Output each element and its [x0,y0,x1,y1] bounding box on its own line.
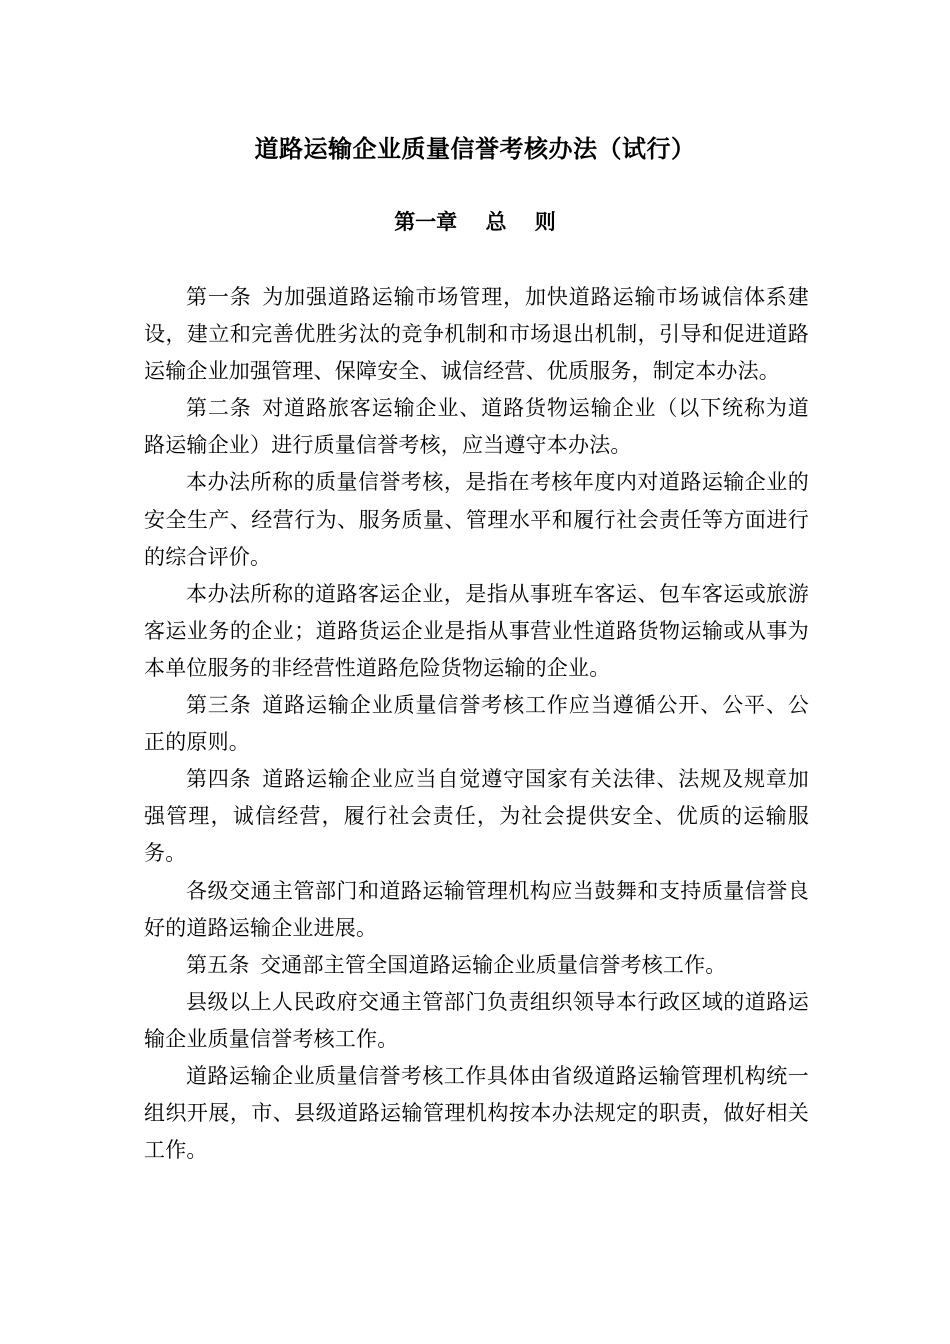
paragraph-text: 道路运输企业质量信誉考核工作具体由省级道路运输管理机构统一组织开展，市、县级道路运输管理机构按本办法规定的职责，做好相关工作。 [144,1063,809,1163]
paragraph-article-1 [144,279,809,390]
paragraph-article-3 [144,687,809,761]
paragraph-text: 对道路旅客运输企业、道路货物运输企业（以下统称为道路运输企业）进行质量信誉考核，应当遵守本办法。 [144,396,809,458]
document-body [144,279,809,1169]
paragraph-article-2 [144,390,809,464]
paragraph-text: 为加强道路运输市场管理，加快道路运输市场诚信体系建设，建立和完善优胜劣汰的竞争机制和市场退出机制，引导和促进道路运输企业加强管理、保障安全、诚信经营、优质服务，制定本办法。 [144,285,809,384]
article-number: 第二条 [186,396,252,421]
paragraph-text: 县级以上人民政府交通主管部门负责组织领导本行政区域的道路运输企业质量信誉考核工作。 [144,989,809,1051]
paragraph-article-4 [144,761,809,872]
paragraph-support [144,873,809,947]
article-number: 第一条 [186,285,252,309]
paragraph-text: 道路运输企业应当自觉遵守国家有关法律、法规及规章加强管理，诚信经营，履行社会责任，为社会提供安全、优质的运输服务。 [144,767,809,866]
article-number: 第五条 [186,952,250,977]
paragraph-definition-assessment [144,464,809,575]
article-number: 第四条 [186,767,252,792]
document-title: 道路运输企业质量信誉考核办法（试行） [254,135,696,163]
paragraph-text: 道路运输企业质量信誉考核工作应当遵循公开、公平、公正的原则。 [144,693,809,755]
paragraph-definition-enterprise [144,576,809,687]
paragraph-text: 本办法所称的质量信誉考核，是指在考核年度内对道路运输企业的安全生产、经营行为、服务质量、管理水平和履行社会责任等方面进行的综合评价。 [144,470,809,569]
paragraph-provincial-level [144,1058,809,1169]
paragraph-text: 本办法所称的道路客运企业，是指从事班车客运、包车客运或旅游客运业务的企业；道路货运企业是指从事营业性道路货物运输或从事为本单位服务的非经营性道路危险货物运输的企业。 [144,581,809,680]
chapter-heading: 第一章 总 则 [394,210,556,234]
paragraph-county-level [144,984,809,1058]
article-number: 第三条 [186,693,252,718]
paragraph-text: 交通部主管全国道路运输企业质量信誉考核工作。 [260,952,727,977]
paragraph-article-5 [144,947,809,984]
paragraph-text: 各级交通主管部门和道路运输管理机构应当鼓舞和支持质量信誉良好的道路运输企业进展。 [144,878,809,940]
